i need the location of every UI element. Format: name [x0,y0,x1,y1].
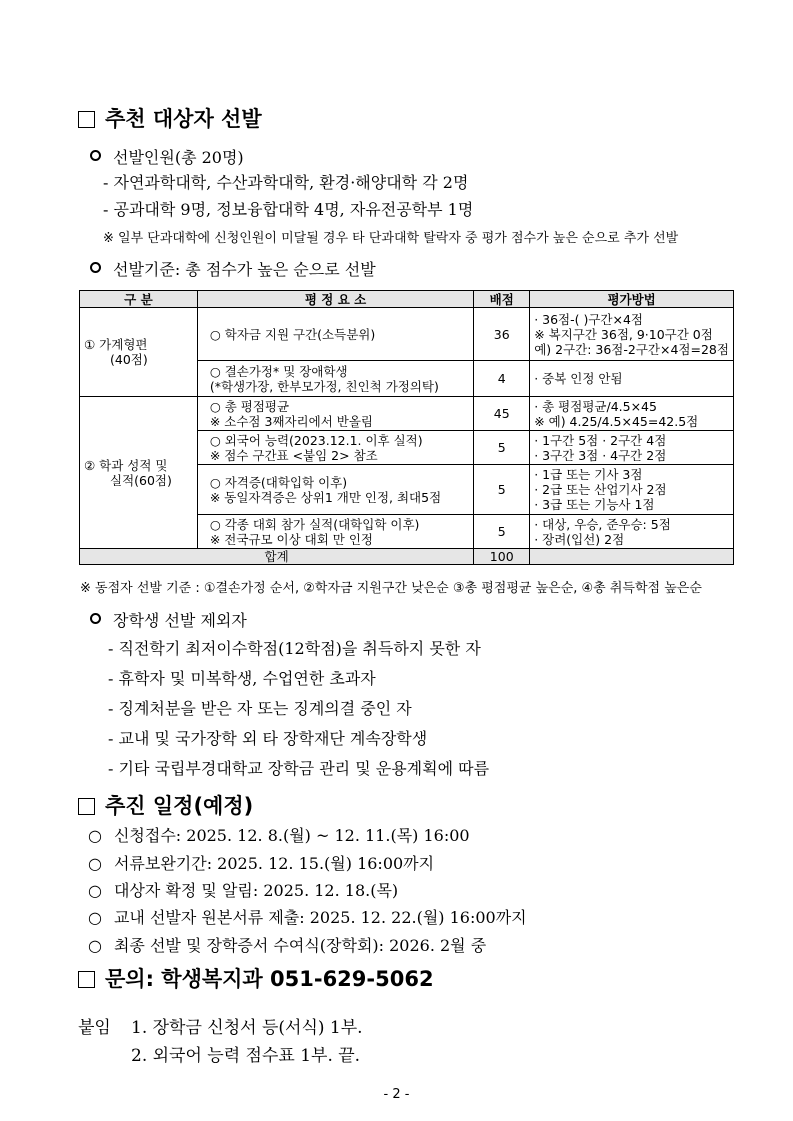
exclusion-item: - 기타 국립부경대학교 장학금 관리 및 운용계획에 따름 [108,759,490,778]
method-cell: · 총 평점평균/4.5×45 ※ 예) 4.25/4.5×45=42.5점 [530,397,734,431]
element-cell: ○ 외국어 능력(2023.12.1. 이후 실적) ※ 점수 구간표 <붙임 2> 참조 [197,431,473,465]
page-number: - 2 - [383,1087,410,1102]
square-bullet-icon [78,798,95,815]
table-header: 구 분 [80,291,198,308]
schedule-item: ○ 신청접수: 2025. 12. 8.(월) ~ 12. 11.(목) 16:00 [88,826,470,845]
exclusion-item: - 휴학자 및 미복학생, 수업연한 초과자 [108,669,376,688]
table-row [80,308,734,361]
score-cell: 5 [474,431,530,465]
attachment-item: 1. 장학금 신청서 등(서식) 1부. [131,1018,363,1038]
table-header: 평 정 요 소 [197,291,473,308]
count-line-2: - 공과대학 9명, 정보융합대학 4명, 자유전공학부 1명 [103,200,474,219]
schedule-item: ○ 서류보완기간: 2025. 12. 15.(월) 16:00까지 [88,854,435,873]
table-total-row [80,549,734,565]
table-header-row [80,291,734,308]
section-title-schedule: 추진 일정(예정) [78,790,253,820]
square-bullet-icon [78,111,95,128]
method-cell: · 1구간 5점 · 2구간 4점 · 3구간 3점 · 4구간 2점 [530,431,734,465]
method-cell: · 중복 인정 안됨 [530,361,734,397]
schedule-item: ○ 최종 선발 및 장학증서 수여식(장학회): 2026. 2월 중 [88,936,487,955]
element-cell: ○ 학자금 지원 구간(소득분위) [197,308,473,361]
method-cell: · 대상, 우승, 준우승: 5점 · 장려(입선) 2점 [530,515,734,549]
circle-bullet-icon [90,613,101,624]
criteria-heading: 선발기준: 총 점수가 높은 순으로 선발 [90,257,376,280]
element-cell: ○ 자격증(대학입학 이후) ※ 동일자격증은 상위1 개만 인정, 최대5점 [197,465,473,515]
section-title-selection: 추천 대상자 선발 [78,103,262,133]
circle-bullet-icon [90,262,101,273]
table-row [80,397,734,431]
count-note: ※ 일부 단과대학에 신청인원이 미달될 경우 타 단과대학 탈락자 중 평가 점수가 높은 순으로 추가 선발 [103,231,679,246]
total-score: 100 [474,549,530,565]
schedule-item: ○ 대상자 확정 및 알림: 2025. 12. 18.(목) [88,881,399,900]
score-cell: 5 [474,465,530,515]
schedule-item: ○ 교내 선발자 원본서류 제출: 2025. 12. 22.(월) 16:00까지 [88,908,527,927]
element-cell: ○ 각종 대회 참가 실적(대학입학 이후) ※ 전국규모 이상 대회 만 인정 [197,515,473,549]
attachment-item: 2. 외국어 능력 점수표 1부. 끝. [131,1046,361,1066]
attachments-label: 붙임 [78,1018,111,1038]
method-cell: · 1급 또는 기사 3점 · 2급 또는 산업기사 2점 · 3급 또는 기능사 1점 [530,465,734,515]
element-cell: ○ 결손가정* 및 장애학생 (*학생가장, 한부모가정, 친인척 가정의탁) [197,361,473,397]
section-title-contact: 문의: 학생복지과 051-629-5062 [78,963,434,993]
element-cell: ○ 총 평점평균 ※ 소수점 3째자리에서 반올림 [197,397,473,431]
exclusion-item: - 직전학기 최저이수학점(12학점)을 취득하지 못한 자 [108,639,481,658]
count-line-1: - 자연과학대학, 수산과학대학, 환경·해양대학 각 2명 [103,173,469,192]
table-header: 배점 [474,291,530,308]
group-label-academic: ② 학과 성적 및 실적(60점) [80,397,198,549]
score-cell: 4 [474,361,530,397]
score-cell: 45 [474,397,530,431]
table-header: 평가방법 [530,291,734,308]
exclusion-item: - 징계처분을 받은 자 또는 징계의결 중인 자 [108,699,412,718]
score-cell: 36 [474,308,530,361]
square-bullet-icon [78,971,95,988]
exclusion-item: - 교내 및 국가장학 외 타 장학재단 계속장학생 [108,729,428,748]
method-cell: · 36점-( )구간×4점 ※ 복지구간 36점, 9·10구간 0점 예) 2구간: 36점-2구간×4점=28점 [530,308,734,361]
exclusion-heading: 장학생 선발 제외자 [90,608,247,631]
score-cell: 5 [474,515,530,549]
group-label-household: ① 가계형편 (40점) [80,308,198,397]
evaluation-table [79,290,734,565]
tie-note: ※ 동점자 선발 기준 : ①결손가정 순서, ②학자금 지원구간 낮은순 ③총 평점평균 높은순, ④총 취득학점 높은순 [80,581,702,596]
count-heading: 선발인원(총 20명) [90,145,244,168]
total-label: 합계 [80,549,474,565]
circle-bullet-icon [90,150,101,161]
